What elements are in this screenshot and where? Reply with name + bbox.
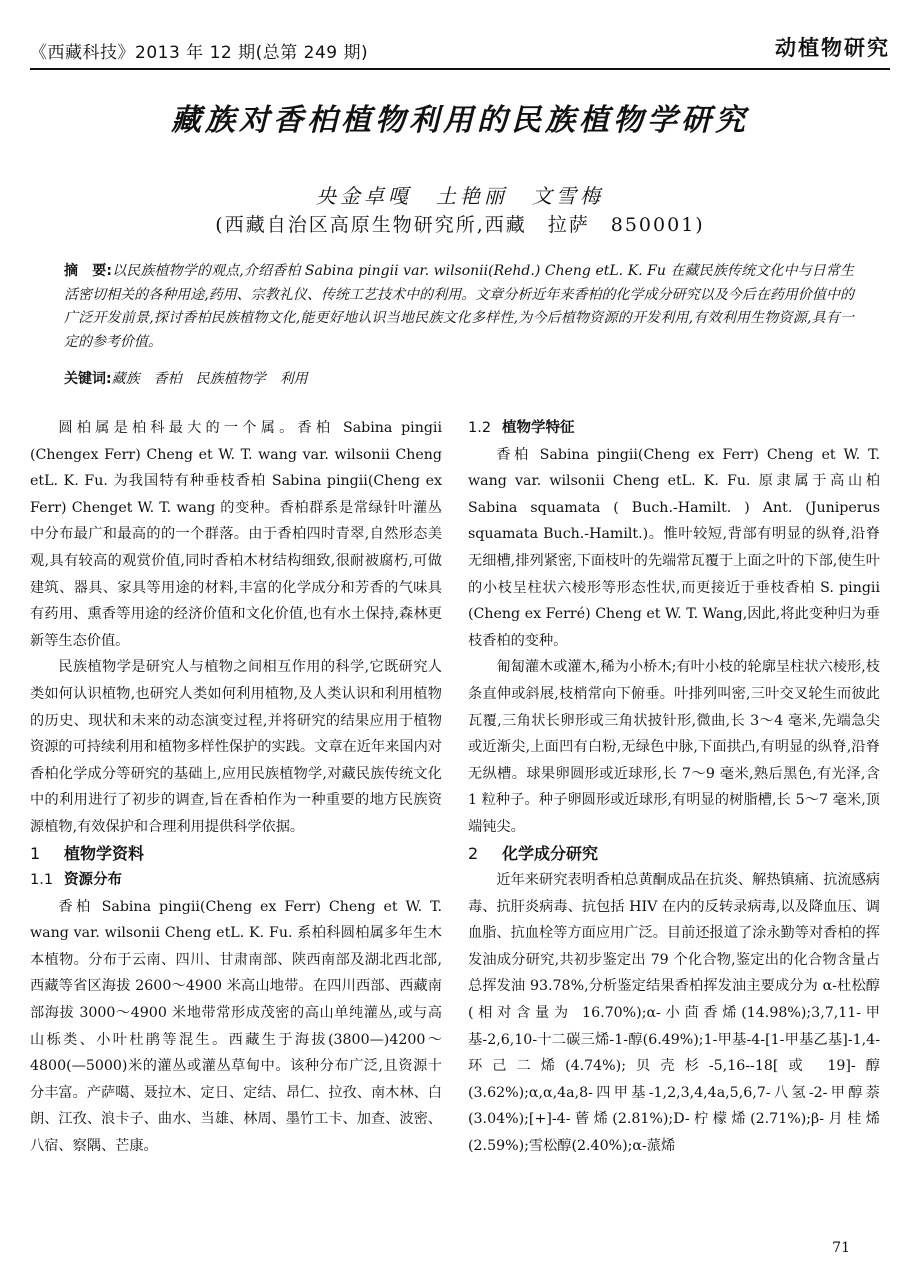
intro-paragraph-1: 圆柏属是柏科最大的一个属。香柏 Sabina pingii (Chengex Ferr) Cheng et W. T. wang var. wilsonii Cheng etL. K. Fu. 为我国特有种垂枝香柏 Sabina pingii(Cheng ex Ferr) Chenget W. T. wang 的变种。香柏群系是常绿针叶灌丛中分布最广和最高的的一个群落。由于香柏四时青翠,自然形态美观,具有较高的观赏价值,同时香柏木材结构细致,很耐被腐朽,可做建筑、器具、家具等用途的材料,丰富的化学成分和芳香的气味具有药用、熏香等用途的经济价值和文化价值,也有水土保持,森林更新等生态价值。 — [30, 420, 442, 649]
abstract-label: 摘 要: — [64, 263, 112, 279]
header-rule — [30, 68, 890, 70]
section-name: 动植物研究 — [775, 36, 890, 60]
subsection-title: 植物学特征 — [502, 420, 575, 436]
journal-issue: 《西藏科技》2013 年 12 期(总第 249 期) — [30, 43, 369, 63]
page-number: 71 — [832, 1240, 850, 1256]
abstract-text: 以民族植物学的观点,介绍香柏 Sabina pingii var. wilsonii(Rehd.) Cheng etL. K. Fu 在藏民族传统文化中与日常生活密切相关的各种用途,药用、宗教礼仪、传统工艺技术中的利用。文章分析近年来香柏的化学成分研究以及今后在药用价值中的广泛开发前景,探讨香柏民族植物文化,能更好地认识当地民族文化多样性,为今后植物资源的开发利用,有效利用生物资源,具有一定的参考价值。 — [64, 263, 854, 350]
article-title: 藏族对香柏植物利用的民族植物学研究 — [171, 103, 749, 138]
section-title: 植物学资料 — [64, 843, 145, 863]
features-paragraph-1: 香柏 Sabina pingii(Cheng ex Ferr) Cheng et W. T. wang var. wilsonii Cheng etL. K. Fu. 原隶属于高山柏 Sabina squamata ( Buch.-Hamilt. ) Ant. (Juniperus squamata Buch.-Hamilt.)。惟叶较短,背部有明显的纵脊,沿脊无细槽,排列紧密,下面枝叶的先端常瓦覆于上面之叶的下部,使生叶的小枝呈柱状六棱形等形态性状,而更接近于垂枝香柏 S. pingii (Cheng ex Ferré) Cheng et W. T. Wang,因此,将此变种归为垂枝香柏的变种。 — [468, 446, 880, 649]
left-column — [30, 415, 442, 1160]
keywords — [64, 368, 854, 388]
keywords-label: 关键词: — [64, 371, 112, 387]
subsection-title: 资源分布 — [64, 872, 122, 889]
distribution-paragraph: 香柏 Sabina pingii(Cheng ex Ferr) Cheng et W. T. wang var. wilsonii Cheng etL. K. Fu. 系柏科圆柏属多年生木本植物。分布于云南、四川、甘肃南部、陕西南部及湖北西北部,西藏等省区海拔 2600～4900 米高山地带。在四川西部、西藏南部海拔 3000～4900 米地带常形成茂密的高山单纯灌丛,或与高山栎类、小叶杜鹃等混生。西藏生于海拔(3800—)4200～4800(—5000)米的灌丛或灌丛草甸中。该种分布广泛,且资源十分丰富。产萨噶、聂拉木、定日、定结、昂仁、拉孜、南木林、白朗、江孜、浪卡子、曲水、当雄、林周、墨竹工卡、加查、波密、八宿、察隅、芒康。 — [30, 898, 442, 1155]
subsection-heading-1-2 — [468, 415, 880, 442]
abstract — [64, 260, 854, 354]
right-column — [468, 415, 880, 1160]
section-title: 化学成分研究 — [502, 843, 599, 863]
intro-paragraph-2: 民族植物学是研究人与植物之间相互作用的科学,它既研究人类如何认识植物,也研究人类如何利用植物,及人类认识和利用植物的历史、现状和未来的动态演变过程,并将研究的结果应用于植物资源的可持续利用和植物多样性保护的实践。文章在近年来国内对香柏化学成分等研究的基础上,应用民族植物学,对藏民族传统文化中的利用进行了初步的调查,旨在香柏作为一种重要的地方民族资源植物,有效保护和合理利用提供科学依据。 — [30, 659, 442, 835]
section-number: 1 — [30, 843, 41, 863]
subsection-number: 1.1 — [30, 872, 54, 889]
running-header — [30, 32, 890, 66]
section-heading-2 — [468, 841, 880, 868]
subsection-heading-1-1 — [30, 867, 442, 894]
features-paragraph-2: 匍匐灌木或灌木,稀为小桥木;有叶小枝的轮廓呈柱状六棱形,枝条直伸或斜展,枝梢常向下俯垂。叶排列叫密,三叶交叉轮生而彼此瓦覆,三角状长卵形或三角状披针形,微曲,长 3～4 毫米,先端急尖或近渐尖,上面凹有白粉,无绿色中脉,下面拱凸,有明显的纵脊,沿脊无纵槽。球果卵圆形或近球形,长 7～9 毫米,熟后黑色,有光泽,含 1 粒种子。种子卵圆形或近球形,有明显的树脂槽,长 5～7 毫米,顶端钝尖。 — [468, 659, 880, 835]
authors: 央金卓嘎 土艳丽 文雪梅 — [316, 184, 604, 208]
section-number: 2 — [468, 843, 479, 863]
subsection-number: 1.2 — [468, 420, 492, 436]
chemistry-paragraph: 近年来研究表明香柏总黄酮成品在抗炎、解热镇痛、抗流感病毒、抗肝炎病毒、抗包括 HIV 在内的反转录病毒,以及降血压、调血脂、抗血栓等方面应用广泛。目前还报道了涂永勤等对香柏的挥发油成分研究,共初步鉴定出 79 个化合物,鉴定出的化合物含量占总挥发油 93.78%,分析鉴定结果香柏挥发油主要成分为 α-杜松醇(相对含量为 16.70%);α-小茴香烯(14.98%);3,7,11-甲基-2,6,10-十二碳三烯-1-醇(6.49%);1-甲基-4-[1-甲基乙基]-1,4-环己二烯(4.74%);贝壳杉-5,16--18[或 19]-醇(3.62%);α,α,4a,8-四甲基-1,2,3,4,4a,5,6,7-八氢-2-甲醇萘(3.04%);[+]-4-蒈烯(2.81%);D-柠檬烯(2.71%);β-月桂烯(2.59%);雪松醇(2.40%);α-蒎烯 — [468, 872, 880, 1155]
keywords-text: 藏族 香柏 民族植物学 利用 — [111, 371, 308, 387]
section-heading-1 — [30, 841, 442, 868]
affiliation: (西藏自治区高原生物研究所,西藏 拉萨 850001) — [215, 214, 705, 236]
